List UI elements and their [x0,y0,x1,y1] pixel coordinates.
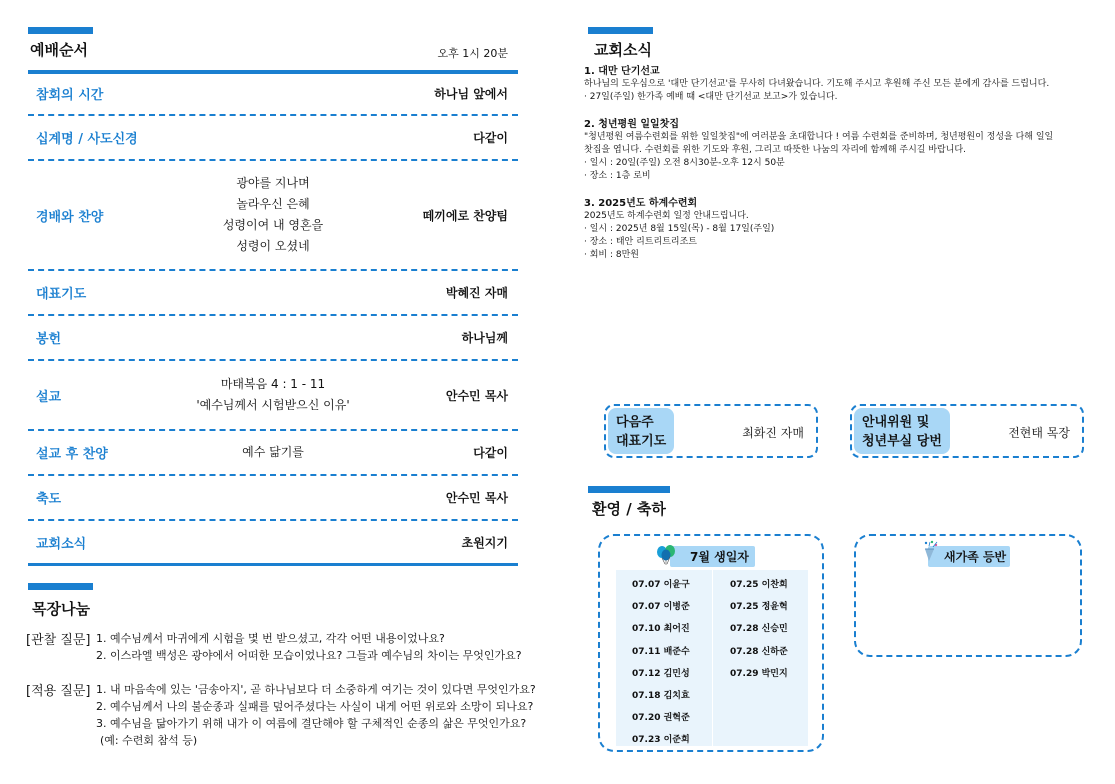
news-list [584,65,1104,276]
news-item-line: · 장소 : 태안 리트리트리조트 [584,237,697,247]
birthday-column-1 [632,574,690,752]
welcome-header [588,486,670,518]
birthday-entry: 07.11 배준수 [632,646,690,657]
worship-item-person: 박혜진 자매 [445,286,508,300]
news-item-title: 1. 대만 단기선교 [584,66,660,77]
birthday-entry: 07.28 신하준 [730,646,788,657]
news-item-line: · 일시 : 20일(주일) 오전 8시30분-오후 12시 50분 [584,158,785,168]
question-line: 2. 예수님께서 나의 불순종과 실패를 덮어주셨다는 사실이 내게 어떤 위로와 소망이 되나요? [96,700,534,713]
worship-item-name: 십계명 / 사도신경 [36,132,138,147]
birthday-entry: 07.12 김민성 [632,668,690,679]
worship-row [28,361,518,431]
new-family-label-text: 새가족 등반 [944,550,1007,564]
worship-item-person: 초원지기 [461,535,508,550]
worship-item-detail [28,374,518,416]
news-item-line: "청년평원 여름수련회를 위한 일일찻집"에 여러분을 초대합니다 ! 여름 수련회를 준비하며, 청년평원이 정성을 다해 일일 [584,132,1054,142]
observe-question-list [96,630,522,664]
worship-detail-line: 놀라우신 은혜 [236,197,310,211]
mokjang-section [26,583,548,747]
section-bar [588,486,670,493]
mokjang-title: 목장나눔 [32,600,90,618]
worship-item-name: 축도 [36,492,62,507]
news-title: 교회소식 [594,41,652,59]
worship-item-person: 하나님께 [461,331,508,345]
birthday-entry: 07.23 이준희 [632,735,690,746]
birthday-entry: 07.29 박민지 [730,668,788,679]
worship-row [28,316,518,361]
worship-item-name: 봉헌 [36,332,62,347]
next-prayer-label [608,408,674,454]
worship-title: 예배순서 [30,41,88,59]
news-item-line: · 27일(주일) 한가족 예배 때 <대만 단기선교 보고>가 있습니다. [584,92,838,102]
birthday-box [598,534,824,752]
worship-detail-line: '예수님께서 시험받으신 이유' [196,398,350,412]
news-item-title: 2. 청년평원 일일찻집 [584,119,679,130]
party-popper-icon [922,540,940,562]
question-line: 1. 내 마음속에 있는 '금송아지', 곧 하나님보다 더 소중하게 여기는 것이 있다면 무엇인가요? [96,683,536,696]
worship-item-name: 설교 [36,389,62,405]
section-bar [28,27,93,34]
birthday-list [616,570,808,746]
worship-item-name: 설교 후 찬양 [36,447,108,462]
new-family-label [928,546,1010,567]
guide-label-line1: 안내위원 및 [862,415,930,430]
question-line: 3. 예수님을 닮아가기 위해 내가 이 여름에 결단해야 할 구체적인 순종의 삶은 무엇인가요? [96,717,527,730]
news-item [584,197,1104,262]
worship-order-list [28,72,518,566]
worship-item-name: 경배와 찬양 [36,209,104,225]
section-bar [588,27,653,34]
worship-time: 오후 1시 20분 [437,47,508,60]
birthday-entry: 07.25 이찬희 [730,580,788,590]
birthday-entry: 07.25 정윤혁 [730,602,788,613]
guide-label-line2: 청년부실 당번 [862,434,942,449]
news-item-line: · 회비 : 8만원 [584,250,639,260]
worship-row [28,431,518,476]
guide-value: 전현태 목장 [1008,426,1070,440]
news-item [584,118,1104,183]
news-item-line: 하나님의 도우심으로 '대만 단기선교'를 무사히 다녀왔습니다. 기도해 주시고 후원해 주신 모든 분에게 감사를 드립니다. [584,79,1050,89]
worship-row [28,116,518,161]
worship-row [28,161,518,271]
worship-item-person: 다같이 [473,446,508,460]
next-prayer-label-line1: 다음주 [616,415,654,430]
news-item-line: 2025년도 하계수련회 일정 안내드립니다. [584,211,749,221]
news-header [588,27,653,59]
birthday-label [670,546,755,567]
welcome-title: 환영 / 축하 [592,500,666,518]
worship-detail-line: 광야를 지나며 [236,176,310,190]
worship-detail-line: 성령이여 내 영혼을 [222,218,324,232]
worship-row [28,521,518,566]
news-item-title: 3. 2025년도 하계수련회 [584,198,698,209]
worship-detail-line: 마태복음 4 : 1 - 11 [220,377,326,391]
question-line: 1. 예수님께서 마귀에게 시험을 몇 번 받으셨고, 각각 어떤 내용이었나요? [96,632,445,645]
apply-label: [적용 질문] [26,684,91,699]
birthday-entry: 07.20 권혁준 [632,713,690,724]
birthday-entry: 07.18 김치효 [632,690,690,701]
worship-item-name: 참회의 시간 [36,87,104,103]
birthday-entry: 07.10 최어진 [632,624,690,635]
observe-label: [관찰 질문] [26,633,91,648]
birthday-entry: 07.28 신승민 [730,624,788,635]
guide-box [850,404,1084,458]
section-bar [28,583,93,590]
worship-row [28,271,518,316]
birthday-entry: 07.07 이윤구 [632,580,690,590]
next-prayer-value: 최화진 자매 [742,426,804,440]
worship-detail-line: 예수 닮기를 [242,445,304,459]
worship-item-person: 안수민 목사 [445,388,508,403]
guide-label [854,408,950,454]
news-item-line: · 장소 : 1층 로비 [584,171,651,181]
worship-item-name: 교회소식 [36,536,87,552]
worship-item-name: 대표기도 [36,287,87,302]
next-prayer-label-line2: 대표기도 [616,434,667,449]
balloon-icon [656,545,678,565]
question-line: (예: 수련회 참석 등) [100,734,198,747]
birthday-column-2 [730,574,788,685]
news-item [584,65,1104,104]
new-family-box [854,534,1082,657]
worship-item-person: 안수민 목사 [445,491,508,505]
worship-row [28,476,518,521]
worship-item-person: 다같이 [473,131,508,145]
worship-row [28,72,518,116]
next-prayer-box [604,404,818,458]
birthday-entry: 07.07 이병준 [632,602,690,613]
column-divider [712,570,713,746]
worship-header [28,27,518,60]
news-item-line: 찻집을 엽니다. 수련회를 위한 기도와 후원, 그리고 따뜻한 나눔의 자리에 함께해 주시길 바랍니다. [584,145,966,155]
birthday-label-text: 7월 생일자 [690,550,749,564]
worship-item-person: 떼끼에로 찬양팀 [422,208,508,223]
worship-detail-line: 성령이 오셨네 [236,239,310,253]
news-item-line: · 일시 : 2025년 8월 15일(목) - 8월 17일(주일) [584,224,775,234]
worship-item-person: 하나님 앞에서 [434,86,508,101]
question-line: 2. 이스라엘 백성은 광야에서 어떠한 모습이었나요? 그들과 예수님의 차이는 무엇인가요? [96,649,522,662]
apply-question-list [96,681,536,749]
